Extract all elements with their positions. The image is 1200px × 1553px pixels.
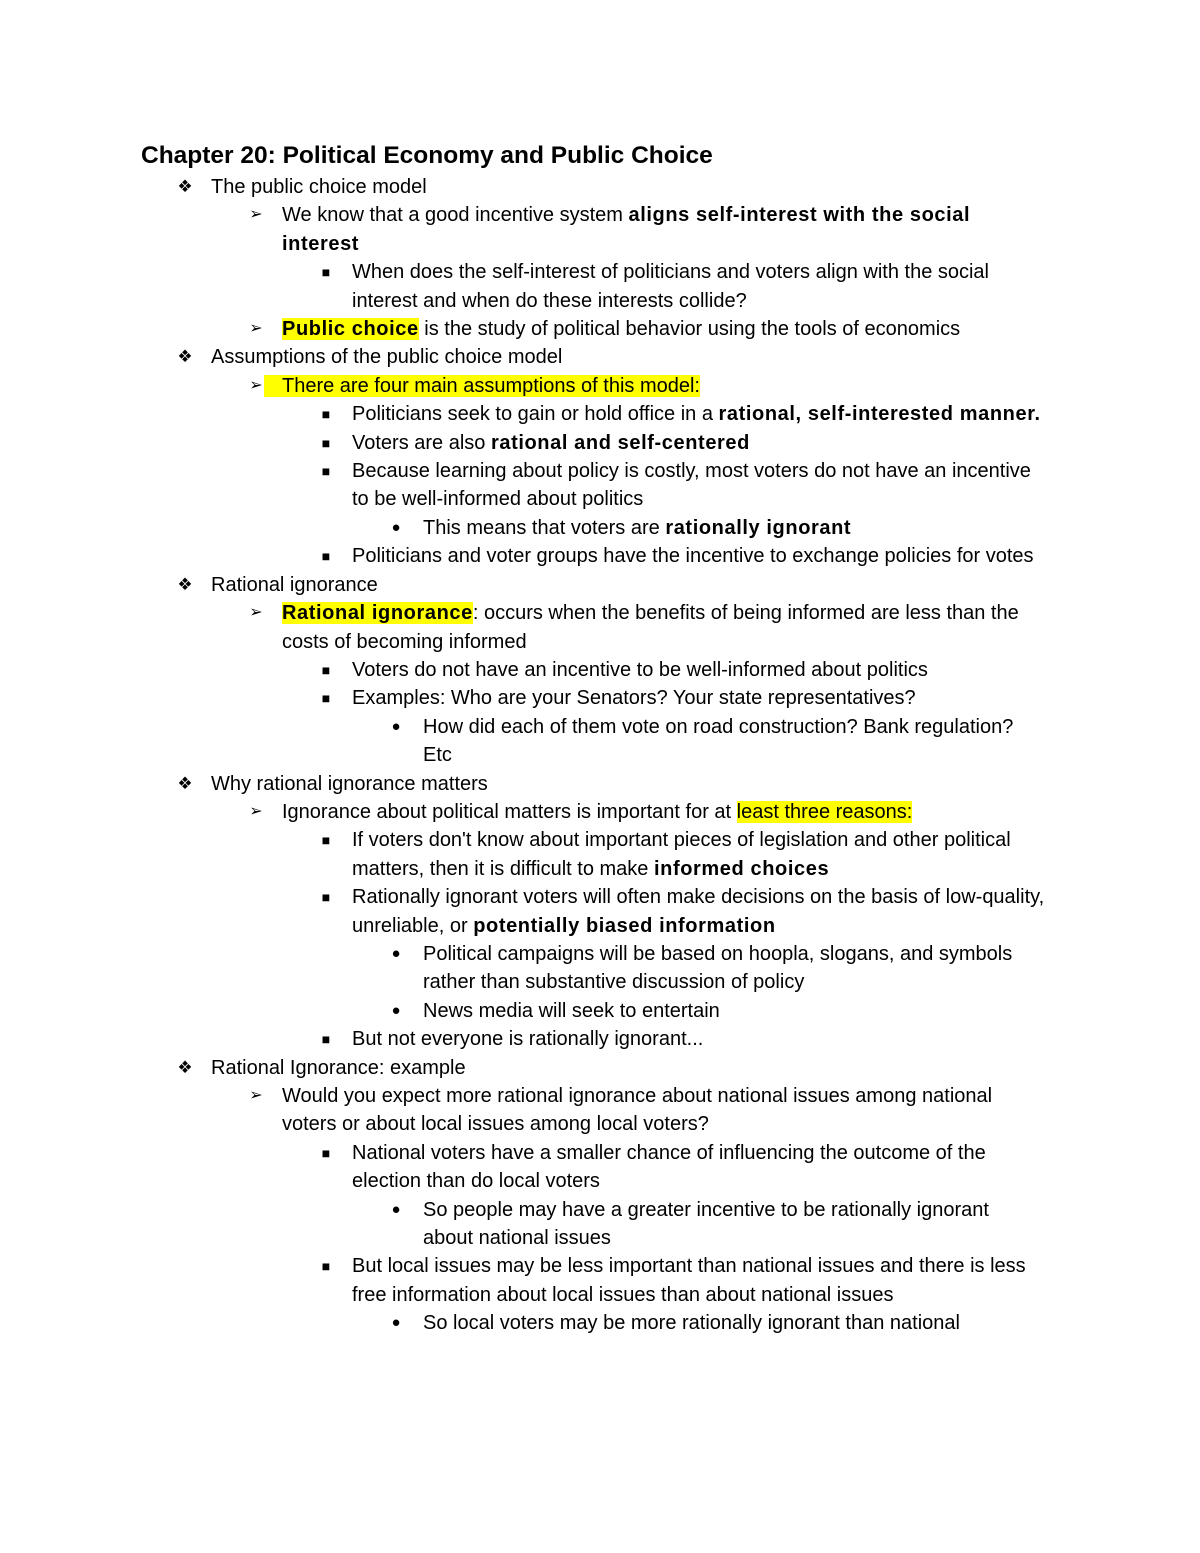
- bullet-l3-icon: ■: [321, 690, 331, 707]
- item-text: [352, 684, 1052, 712]
- plain-text: Rationally ignorant voters will often make decisions on the basis of low-quality, unreliable, or: [352, 886, 1045, 937]
- outline-item-level-3: [0, 258, 1052, 315]
- outline-item-level-4: [0, 1196, 1043, 1253]
- outline-item-level-4: [0, 997, 1043, 1025]
- section-heading: The public choice model: [211, 176, 427, 198]
- section-heading: Why rational ignorance matters: [211, 772, 488, 795]
- bold-term: informed choices: [653, 857, 830, 880]
- bullet-l4-icon: ●: [391, 518, 401, 536]
- bold-term: aligns self-interest with the social interest: [282, 204, 971, 255]
- item-text: [282, 798, 1052, 826]
- item-text: [211, 571, 1200, 599]
- outline-item-level-3: [0, 400, 1052, 428]
- bullet-l3-icon: ■: [321, 661, 331, 678]
- bold-term: rationally ignorant: [665, 516, 852, 539]
- item-text: [423, 1196, 1043, 1253]
- notes-outline: [0, 173, 1200, 1338]
- item-text: [211, 173, 1200, 201]
- outline-item-level-4: [0, 713, 1043, 770]
- section-heading: Rational ignorance: [211, 573, 378, 596]
- outline-item-level-3: [0, 826, 1052, 883]
- plain-text: News media will seek to entertain: [423, 999, 720, 1022]
- plain-text: is the study of political behavior using the tools of economics: [418, 318, 961, 341]
- bullet-l3-icon: ■: [321, 1144, 331, 1161]
- outline-item-level-4: [0, 514, 1043, 542]
- page-title: Chapter 20: Political Economy and Public Choice: [141, 142, 713, 169]
- bullet-l4-icon: ●: [391, 1314, 401, 1332]
- item-text: [352, 656, 1052, 684]
- item-text: [352, 826, 1052, 883]
- bullet-l3-icon: ■: [321, 406, 331, 423]
- outline-item-level-2: [0, 798, 1052, 826]
- item-text: [211, 1054, 1200, 1082]
- bullet-l2-icon: ➢: [249, 1087, 263, 1104]
- section-heading: Assumptions of the public choice model: [211, 346, 563, 369]
- item-text: [282, 599, 1052, 656]
- outline-item-level-4: [0, 940, 1043, 997]
- outline-item-level-3: [0, 429, 1052, 457]
- outline-item-level-3: [0, 684, 1052, 712]
- section-heading: Rational Ignorance: example: [211, 1056, 466, 1079]
- item-text: [423, 1309, 1043, 1337]
- highlighted-term: Rational ignorance: [282, 602, 473, 625]
- bullet-l2-icon: ➢: [249, 376, 263, 394]
- outline-item-level-3: [0, 1025, 1052, 1053]
- item-text: [423, 514, 1043, 542]
- section-heading-row: [0, 571, 1200, 599]
- bullet-l3-icon: ■: [321, 832, 331, 849]
- plain-text: Ignorance about political matters is important for at: [282, 800, 737, 823]
- highlighted-text: There are four main assumptions of this model:: [264, 375, 700, 397]
- plain-text: So local voters may be more rationally ignorant than national: [423, 1312, 960, 1335]
- plain-text: National voters have a smaller chance of influencing the outcome of the election than do local voters: [352, 1141, 986, 1193]
- plain-text: How did each of them vote on road construction? Bank regulation? Etc: [423, 715, 1014, 767]
- section-heading-row: [0, 173, 1200, 201]
- item-text: [282, 372, 1052, 400]
- outline-item-level-2: [0, 372, 1052, 400]
- section-heading-row: [0, 1054, 1200, 1082]
- bullet-l2-icon: ➢: [249, 802, 263, 820]
- bullet-l2-icon: ➢: [249, 206, 263, 224]
- outline-item-level-2: [0, 201, 1052, 258]
- plain-text: : occurs when the benefits of being informed are less than the costs of becoming informed: [282, 602, 1019, 653]
- bold-term: rational, self-interested manner.: [718, 403, 1041, 426]
- bullet-l1-icon: ❖: [177, 177, 193, 196]
- item-text: [423, 713, 1043, 770]
- outline-item-level-3: [0, 1252, 1052, 1309]
- plain-text: Political campaigns will be based on hoopla, slogans, and symbols rather than substantive discussion of policy: [423, 942, 1013, 994]
- plain-text: If voters don't know about important pieces of legislation and other political matters, then it is difficult to make: [352, 829, 1011, 880]
- outline-item-level-3: [0, 1139, 1052, 1196]
- section-heading-row: [0, 770, 1200, 798]
- outline-item-level-3: [0, 883, 1052, 940]
- plain-text: We know that a good incentive system: [282, 204, 629, 227]
- plain-text: So people may have a greater incentive to be rationally ignorant about national issues: [423, 1198, 989, 1250]
- item-text: [352, 258, 1052, 315]
- bold-term: potentially biased information: [473, 914, 776, 937]
- bullet-l3-icon: ■: [321, 264, 331, 281]
- plain-text: But not everyone is rationally ignorant...: [352, 1028, 704, 1051]
- item-text: [352, 542, 1052, 570]
- bullet-l1-icon: ❖: [177, 347, 193, 367]
- item-text: [423, 940, 1043, 997]
- item-text: [352, 429, 1052, 457]
- plain-text: Examples: Who are your Senators? Your state representatives?: [352, 687, 916, 710]
- bullet-l3-icon: ■: [321, 1031, 331, 1048]
- bullet-l4-icon: ●: [391, 944, 401, 962]
- item-text: [282, 1082, 1052, 1139]
- highlighted-text: least three reasons:: [736, 800, 913, 823]
- outline-item-level-3: [0, 542, 1052, 570]
- bullet-l4-icon: ●: [391, 1001, 401, 1019]
- outline-item-level-2: [0, 1082, 1052, 1139]
- plain-text: Because learning about policy is costly, most voters do not have an incentive to be well-informed about politics: [352, 460, 1031, 511]
- bullet-l3-icon: ■: [321, 889, 331, 906]
- bullet-l3-icon: ■: [321, 1258, 331, 1275]
- bullet-l4-icon: ●: [391, 1200, 401, 1218]
- outline-item-level-3: [0, 457, 1052, 514]
- bullet-l1-icon: ❖: [177, 773, 193, 793]
- plain-text: This means that voters are: [423, 516, 666, 539]
- item-text: [282, 315, 1052, 343]
- plain-text: But local issues may be less important than national issues and there is less free information about local issues than about national issues: [352, 1255, 1026, 1306]
- plain-text: Voters do not have an incentive to be well-informed about politics: [352, 658, 928, 681]
- bullet-l1-icon: ❖: [177, 1057, 193, 1077]
- item-text: [352, 1025, 1052, 1053]
- outline-item-level-2: [0, 315, 1052, 343]
- bullet-l1-icon: ❖: [177, 574, 193, 594]
- bullet-l3-icon: ■: [321, 463, 331, 480]
- item-text: [211, 343, 1200, 371]
- item-text: [352, 883, 1052, 940]
- bullet-l4-icon: ●: [391, 717, 401, 735]
- bullet-l3-icon: ■: [321, 434, 331, 451]
- plain-text: Politicians seek to gain or hold office in a: [352, 403, 719, 426]
- bold-term: rational and self-centered: [490, 431, 750, 454]
- item-text: [352, 457, 1052, 514]
- outline-item-level-4: [0, 1309, 1043, 1337]
- plain-text: When does the self-interest of politicians and voters align with the social interest and when do these interests collide?: [352, 261, 990, 312]
- outline-item-level-2: [0, 599, 1052, 656]
- item-text: [352, 400, 1052, 428]
- outline-item-level-3: [0, 656, 1052, 684]
- item-text: [282, 201, 1052, 258]
- item-text: [423, 997, 1043, 1025]
- plain-text: Would you expect more rational ignorance about national issues among national voters or about local issues among local voters?: [282, 1085, 993, 1136]
- plain-text: Voters are also: [352, 431, 491, 454]
- plain-text: Politicians and voter groups have the incentive to exchange policies for votes: [352, 545, 1034, 568]
- item-text: [352, 1139, 1052, 1196]
- section-heading-row: [0, 343, 1200, 371]
- bullet-l2-icon: ➢: [249, 320, 263, 338]
- bullet-l3-icon: ■: [321, 548, 331, 565]
- highlighted-term: Public choice: [282, 318, 419, 341]
- item-text: [211, 770, 1200, 798]
- bullet-l2-icon: ➢: [249, 604, 263, 622]
- item-text: [352, 1252, 1052, 1309]
